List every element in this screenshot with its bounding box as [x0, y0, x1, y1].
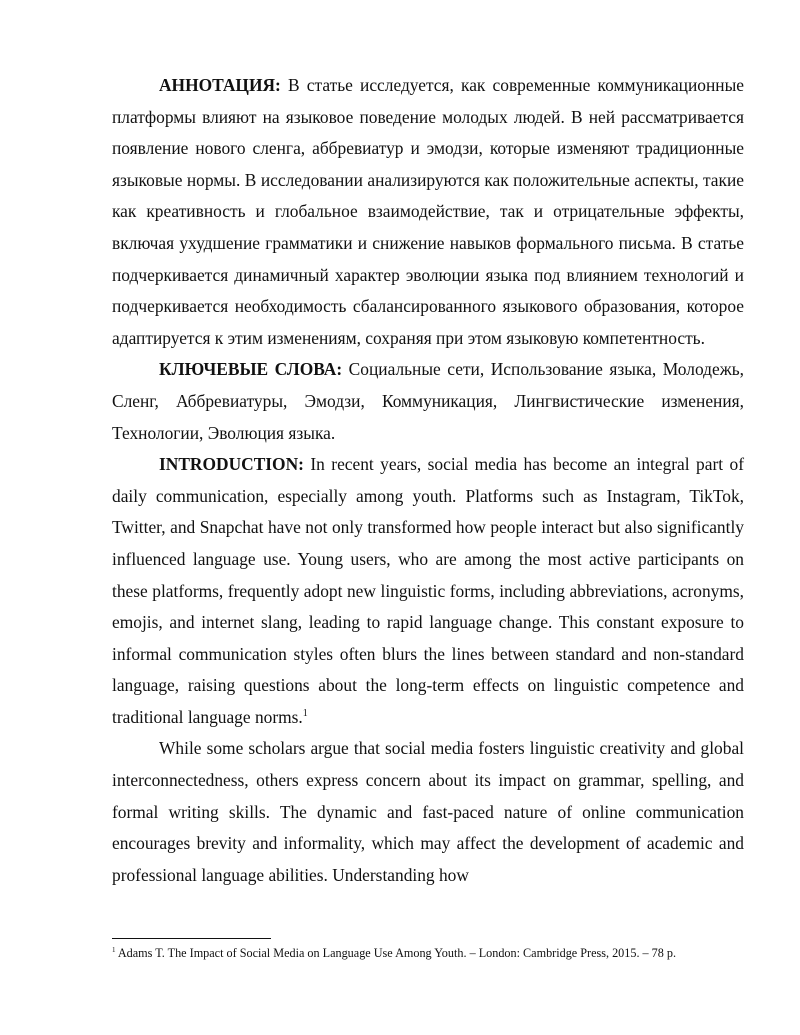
- keywords-text: Социальные сети, Использование языка, Молодежь, Сленг, Аббревиатуры, Эмодзи, Коммуникация, Лингвистические изменения, Технологии, Эволюция языка.: [112, 359, 744, 443]
- footnote-separator: [112, 938, 271, 939]
- document-body: [112, 70, 744, 891]
- footnote-text: Adams T. The Impact of Social Media on Language Use Among Youth. – London: Cambridge Press, 2015. – 78 p.: [115, 946, 677, 960]
- annotation-label: АННОТАЦИЯ:: [159, 75, 281, 95]
- second-paragraph: [112, 733, 744, 891]
- introduction-label: INTRODUCTION:: [159, 454, 304, 475]
- footnote-number: 1: [112, 945, 116, 954]
- annotation-text: В статье исследуется, как современные коммуникационные платформы влияют на языковое поведение молодых людей. В ней рассматривается появление нового сленга, аббревиатур и эмодзи, которые изменяют традиционные языковые нормы. В исследовании анализируются как положительные аспекты, такие как креативность и глобальное взаимодействие, так и отрицательные эффекты, включая ухудшение грамматики и снижение навыков формального письма. В статье подчеркивается динамичный характер эволюции языка под влиянием технологий и подчеркивается необходимость сбалансированного языкового образования, которое адаптируется к этим изменениям, сохраняя при этом языковую компетентность.: [112, 75, 744, 348]
- annotation-paragraph: [112, 70, 744, 354]
- introduction-text: In recent years, social media has become an integral part of daily communication, especially among youth. Platforms such as Instagram, TikTok, Twitter, and Snapchat have not only transformed how people interact but also significantly influenced language use. Young users, who are among the most active participants on these platforms, frequently adopt new linguistic forms, including abbreviations, acronyms, emojis, and internet slang, leading to rapid language change. This constant exposure to informal communication styles often blurs the lines between standard and non-standard language, raising questions about the long-term effects on linguistic competence and traditional language norms.: [112, 454, 744, 727]
- second-paragraph-text: While some scholars argue that social media fosters linguistic creativity and global interconnectedness, others express concern about its impact on grammar, spelling, and formal writing skills. The dynamic and fast-paced nature of online communication encourages brevity and informality, which may affect the development of academic and professional language abilities. Understanding how: [112, 738, 744, 885]
- introduction-paragraph: [112, 449, 744, 733]
- footnote: [112, 945, 744, 961]
- keywords-paragraph: [112, 354, 744, 449]
- keywords-label: КЛЮЧЕВЫЕ СЛОВА:: [159, 359, 343, 380]
- footnote-reference[interactable]: 1: [302, 708, 308, 720]
